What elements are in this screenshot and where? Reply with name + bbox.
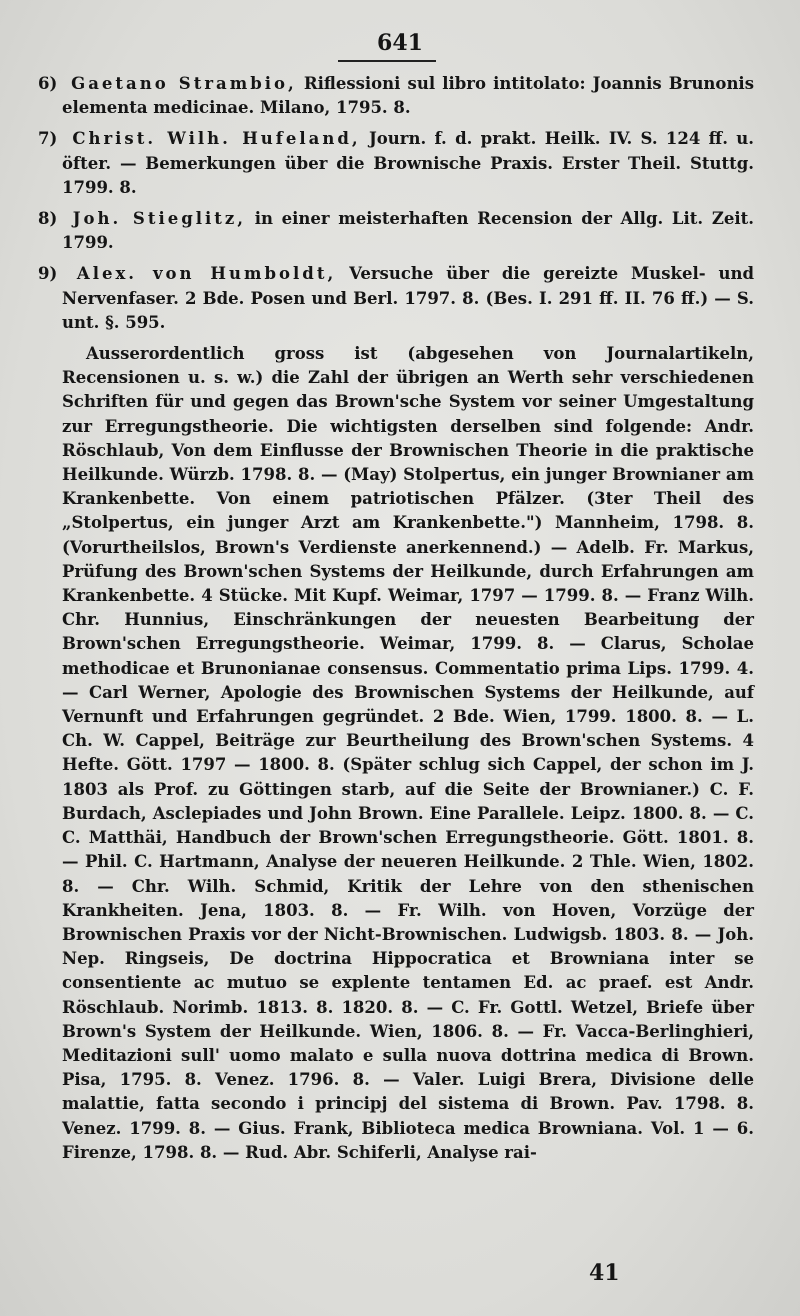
entry-text: Journ. f. d. prakt. Heilk. IV. S. 124 ff. u. öfter. — Bemerkungen über die Brownische Praxis. Erster Theil. Stuttg. 1799. 8. [62,129,755,197]
entry-author: Gaetano Strambio, [71,74,297,93]
bibliography-paragraph: Ausserordentlich gross ist (abgesehen von Journalartikeln, Recensionen u. s. w.) die Zahl der übrigen an Werth sehr verschiedenen Schriften für und gegen das Brown'sche System vor seiner Umgestaltung zur Erregungstheorie. Die wichtigsten derselben sind folgende: Andr. Röschlaub, Von dem Einflusse der Brownischen Theorie in die praktische Heilkunde. Würzb. 1798. 8. — (May) Stolpertus, ein junger Brownianer am Krankenbette. Von einem patriotischen Pfälzer. (3ter Theil des „Stolpertus, ein junger Arzt am Krankenbette.") Mannheim, 1798. 8. (Vorurtheilslos, Brown's Verdienste anerkennend.) — Adelb. Fr. Markus, Prüfung des Brown'schen Systems der Heilkunde, durch Erfahrungen am Krankenbette. 4 Stücke. Mit Kupf. Weimar, 1797 — 1799. 8. — Franz Wilh. Chr. Hunnius, Einschränkungen der neuesten Bearbeitung der Brown'schen Erregungstheorie. Weimar, 1799. 8. — Clarus, Scholae methodicae et Brunonianae consensus. Commentatio prima Lips. 1799. 4. — Carl Werner, Apologie des Brownischen Systems der Heilkunde, auf Vernunft und Erfahrungen gegründet. 2 Bde. Wien, 1799. 1800. 8. — L. Ch. W. Cappel, Beiträge zur Beurtheilung des Brown'schen Systems. 4 Hefte. Gött. 1797 — 1800. 8. (Später schlug sich Cappel, der schon im J. 1803 als Prof. zu Göttingen starb, auf die Seite der Brownianer.) C. F. Burdach, Asclepiades und John Brown. Eine Parallele. Leipz. 1800. 8. — C. C. Matthäi, Handbuch der Brown'schen Erregungstheorie. Gött. 1801. 8. — Phil. C. Hartmann, Analyse der neueren Heilkunde. 2 Thle. Wien, 1802. 8. — Chr. Wilh. Schmid, Kritik der Lehre von den sthenischen Krankheiten. Jena, 1803. 8. — Fr. Wilh. von Hoven, Vorzüge der Brownischen Praxis vor der Nicht-Brownischen. Ludwigsb. 1803. 8. — Joh. Nep. Ringseis, De doctrina Hippocratica et Browniana inter se consentiente ac mutuo se explente tentamen Ed. ac praef. est Andr. Röschlaub. Norimb. 1813. 8. 1820. 8. — C. Fr. Gottl. Wetzel, Briefe über Brown's System der Heilkunde. Wien, 1806. 8. — Fr. Vacca-Berlinghieri, Meditazioni sull' uomo malato e sulla nuova dottrina medica di Brown. Pisa, 1795. 8. Venez. 1796. 8. — Valer. Luigi Brera, Divisione delle malattie, fatta secondo i principj del sistema di Brown. Pav. 1798. 8. Venez. 1799. 8. — Gius. Frank, Biblioteca medica Browniana. Vol. 1 — 6. Firenze, 1798. 8. — Rud. Abr. Schiferli, Analyse rai- [62,344,754,1162]
entry-text: Versuche über die gereizte Muskel- und Nervenfaser. 2 Bde. Posen und Berl. 1797. 8. (Bes. I. 291 ff. II. 76 ff.) — S. unt. §. 595. [62,264,754,332]
entry-6 [38,72,754,120]
entry-author: Christ. Wilh. Hufeland, [72,129,361,149]
signature-mark: 41 [589,1260,620,1286]
header-rule [338,60,436,62]
entry-author: Joh. Stieglitz, [72,209,247,229]
page-number: 641 [377,30,423,56]
entry-text: Riflessioni sul libro intitolato: Joannis Brunonis elementa medicinae. Milano, 1795. 8. [62,74,754,118]
entry-9 [38,262,754,335]
entry-author: Alex. von Humboldt, [76,264,337,284]
entry-number: 9) [38,264,58,284]
entry-number: 8) [38,209,58,229]
entry-7 [38,127,754,200]
numbered-entries [38,72,754,335]
entry-number: 6) [38,74,58,93]
entry-text: in einer meisterhaften Recension der Allg. Lit. Zeit. 1799. [62,209,754,253]
page-body [38,72,755,1165]
entry-8 [38,207,754,255]
entry-number: 7) [38,129,58,149]
